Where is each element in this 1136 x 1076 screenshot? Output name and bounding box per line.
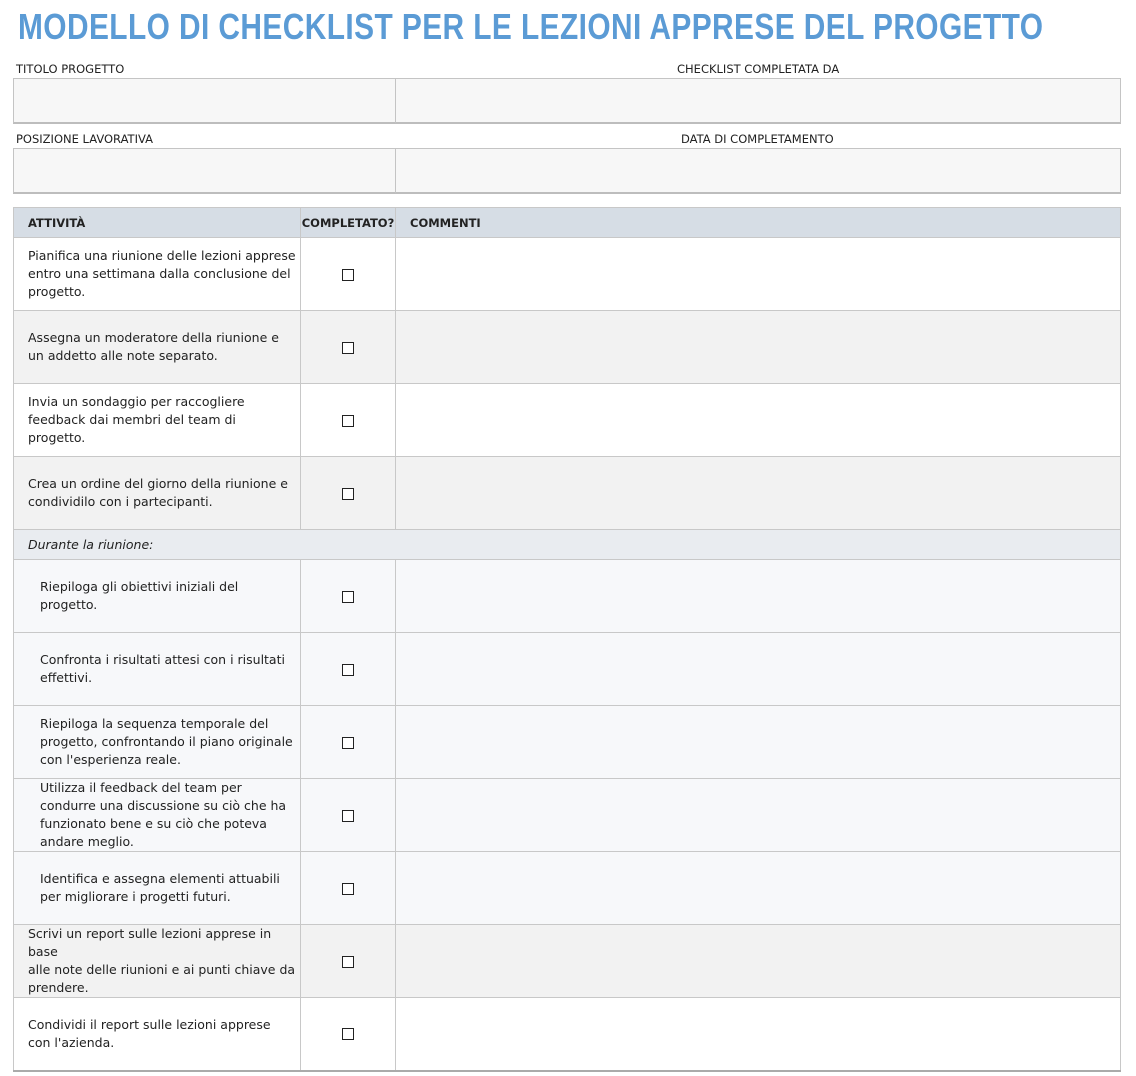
table-row <box>14 457 1121 530</box>
completed-cell <box>301 311 396 384</box>
comment-cell[interactable] <box>396 457 1121 530</box>
section-row <box>14 530 1121 560</box>
activity-text: Scrivi un report sulle lezioni apprese in base alle note delle riunioni e ai punti chiave da prendere. <box>14 925 301 998</box>
completed-cell <box>301 925 396 998</box>
comment-cell[interactable] <box>396 998 1121 1071</box>
section-label: Durante la riunione: <box>14 530 1121 560</box>
comment-cell[interactable] <box>396 925 1121 998</box>
checkbox[interactable] <box>342 269 354 281</box>
completed-cell <box>301 560 396 633</box>
activity-text: Pianifica una riunione delle lezioni apprese entro una settimana dalla conclusione del progetto. <box>14 238 301 311</box>
checklist-table <box>13 207 1121 1072</box>
comment-cell[interactable] <box>396 384 1121 457</box>
job-position-label: POSIZIONE LAVORATIVA <box>16 132 153 146</box>
comment-cell[interactable] <box>396 560 1121 633</box>
header-comments: COMMENTI <box>396 208 1121 238</box>
checkbox[interactable] <box>342 488 354 500</box>
header-completed: COMPLETATO? <box>301 208 396 238</box>
comment-cell[interactable] <box>396 311 1121 384</box>
completed-cell <box>301 238 396 311</box>
completed-cell <box>301 706 396 779</box>
header-activity: ATTIVITÀ <box>14 208 301 238</box>
completion-date-field[interactable] <box>395 148 1121 194</box>
activity-text: Assegna un moderatore della riunione e un addetto alle note separato. <box>14 311 301 384</box>
checkbox[interactable] <box>342 883 354 895</box>
project-title-field[interactable] <box>13 78 396 124</box>
comment-cell[interactable] <box>396 706 1121 779</box>
checkbox[interactable] <box>342 664 354 676</box>
checkbox[interactable] <box>342 810 354 822</box>
checkbox[interactable] <box>342 737 354 749</box>
comment-cell[interactable] <box>396 852 1121 925</box>
activity-text: Utilizza il feedback del team per condurre una discussione su ciò che ha funzionato bene e su ciò che poteva andare meglio. <box>14 779 301 852</box>
activity-text: Condividi il report sulle lezioni apprese con l'azienda. <box>14 998 301 1071</box>
checkbox[interactable] <box>342 415 354 427</box>
activity-text: Riepiloga gli obiettivi iniziali del progetto. <box>14 560 301 633</box>
activity-text: Invia un sondaggio per raccogliere feedback dai membri del team di progetto. <box>14 384 301 457</box>
checkbox[interactable] <box>342 1028 354 1040</box>
table-row <box>14 560 1121 633</box>
table-row <box>14 779 1121 852</box>
checkbox[interactable] <box>342 591 354 603</box>
table-row <box>14 998 1121 1071</box>
activity-text: Riepiloga la sequenza temporale del progetto, confrontando il piano originale con l'esperienza reale. <box>14 706 301 779</box>
project-title-label: TITOLO PROGETTO <box>16 62 125 76</box>
completed-cell <box>301 633 396 706</box>
activity-text: Confronta i risultati attesi con i risultati effettivi. <box>14 633 301 706</box>
comment-cell[interactable] <box>396 238 1121 311</box>
table-row <box>14 238 1121 311</box>
page-title: MODELLO DI CHECKLIST PER LE LEZIONI APPRESE DEL PROGETTO <box>18 6 1044 47</box>
completed-cell <box>301 457 396 530</box>
completed-by-label: CHECKLIST COMPLETATA DA <box>677 62 840 76</box>
completed-by-field[interactable] <box>395 78 1121 124</box>
table-row <box>14 633 1121 706</box>
checkbox[interactable] <box>342 956 354 968</box>
job-position-field[interactable] <box>13 148 396 194</box>
completed-cell <box>301 998 396 1071</box>
completed-cell <box>301 384 396 457</box>
completed-cell <box>301 852 396 925</box>
comment-cell[interactable] <box>396 779 1121 852</box>
activity-text: Crea un ordine del giorno della riunione e condividilo con i partecipanti. <box>14 457 301 530</box>
table-row <box>14 384 1121 457</box>
table-row <box>14 925 1121 998</box>
comment-cell[interactable] <box>396 633 1121 706</box>
completed-cell <box>301 779 396 852</box>
table-row <box>14 311 1121 384</box>
completion-date-label: DATA DI COMPLETAMENTO <box>681 132 834 146</box>
table-row <box>14 706 1121 779</box>
activity-text: Identifica e assegna elementi attuabili per migliorare i progetti futuri. <box>14 852 301 925</box>
checkbox[interactable] <box>342 342 354 354</box>
table-row <box>14 852 1121 925</box>
